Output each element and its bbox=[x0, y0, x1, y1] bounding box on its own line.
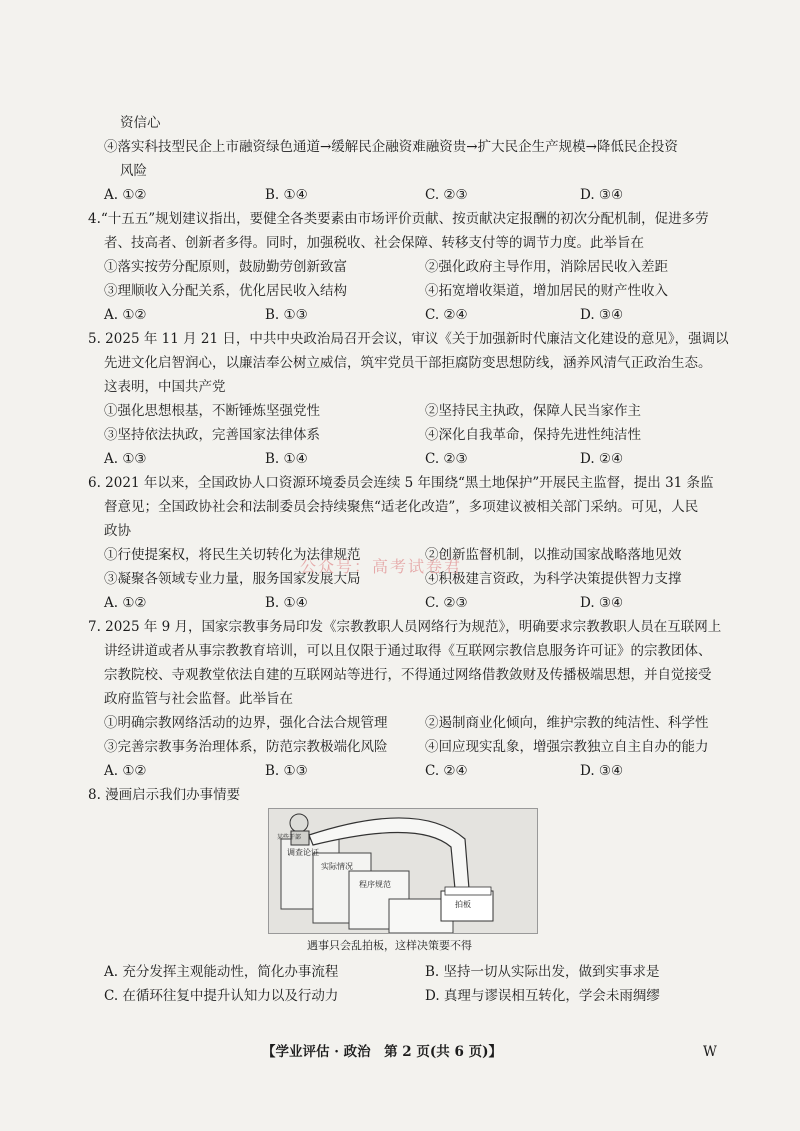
q7-option-4: ④回应现实乱象，增强宗教独立自主自办的能力 bbox=[425, 739, 709, 755]
q6-option-1: ①行使提案权，将民生关切转化为法律规范 bbox=[104, 547, 361, 563]
q7-choice-b: B. ①③ bbox=[265, 763, 308, 779]
q8-cartoon bbox=[268, 808, 538, 934]
q4-choice-b: B. ①③ bbox=[265, 307, 308, 323]
q5-choice-d: D. ②④ bbox=[580, 451, 624, 467]
q3-choice-b: B. ①④ bbox=[265, 187, 308, 203]
q6-choice-b: B. ①④ bbox=[265, 595, 308, 611]
q5-choice-c: C. ②③ bbox=[425, 451, 468, 467]
footer-code: W bbox=[703, 1044, 717, 1060]
q8-option-a: A. 充分发挥主观能动性，简化办事流程 bbox=[104, 964, 339, 980]
q5-option-2: ②坚持民主执政，保障人民当家作主 bbox=[425, 403, 641, 419]
q8-option-c: C. 在循环往复中提升认知力以及行动力 bbox=[104, 988, 339, 1004]
cartoon-label-research: 调查论证 bbox=[287, 848, 319, 857]
q7-choice-a: A. ①② bbox=[104, 763, 147, 779]
q4-choice-c: C. ②④ bbox=[425, 307, 468, 323]
q6-choice-d: D. ③④ bbox=[580, 595, 624, 611]
q4-option-4: ④拓宽增收渠道，增加居民的财产性收入 bbox=[425, 283, 668, 299]
cartoon-caption: 遇事只会乱拍板，这样决策要不得 bbox=[307, 939, 472, 952]
cartoon-illustration bbox=[269, 809, 537, 933]
q5-stem-1: 5. 2025 年 11 月 21 日，中共中央政治局召开会议，审议《关于加强新时代廉洁文化建设的意见》，强调以 bbox=[88, 331, 729, 347]
q7-choice-d: D. ③④ bbox=[580, 763, 624, 779]
q3-option-4-cont: 风险 bbox=[120, 163, 147, 179]
q5-option-1: ①强化思想根基，不断锤炼坚强党性 bbox=[104, 403, 320, 419]
q8-option-d: D. 真理与谬误相互转化，学会未雨绸缪 bbox=[425, 988, 660, 1004]
q5-stem-3: 这表明，中国共产党 bbox=[104, 379, 226, 395]
q8-stem: 8. 漫画启示我们办事情要 bbox=[88, 787, 241, 803]
q4-stem-1: 4.“十五五”规划建议指出，要健全各类要素由市场评价贡献、按贡献决定报酬的初次分配机制，促进多劳 bbox=[88, 211, 709, 227]
cartoon-label-procedure: 程序规范 bbox=[359, 880, 391, 889]
q6-choice-a: A. ①② bbox=[104, 595, 147, 611]
q7-stem-3: 宗教院校、寺观教堂依法自建的互联网站等进行，不得通过网络借教敛财及传播极端思想，并自觉接受 bbox=[104, 667, 712, 683]
q7-stem-4: 政府监管与社会监督。此举旨在 bbox=[104, 691, 293, 707]
q4-choice-d: D. ③④ bbox=[580, 307, 624, 323]
q7-stem-2: 讲经讲道或者从事宗教教育培训，可以且仅限于通过取得《互联网宗教信息服务许可证》的宗教团体、 bbox=[104, 643, 712, 659]
q5-option-4: ④深化自我革命，保持先进性纯洁性 bbox=[425, 427, 641, 443]
cartoon-label-cadre: 某些干部 bbox=[277, 834, 302, 841]
q7-choice-c: C. ②④ bbox=[425, 763, 468, 779]
page-footer: 【学业评估 · 政治 第 2 页(共 6 页)】 bbox=[262, 1044, 502, 1060]
q4-option-1: ①落实按劳分配原则，鼓励勤劳创新致富 bbox=[104, 259, 347, 275]
q4-option-3: ③理顺收入分配关系，优化居民收入结构 bbox=[104, 283, 347, 299]
q5-choice-a: A. ①③ bbox=[104, 451, 147, 467]
q4-choice-a: A. ①② bbox=[104, 307, 147, 323]
q6-option-2: ②创新监督机制，以推动国家战略落地见效 bbox=[425, 547, 682, 563]
q4-stem-2: 者、技高者、创新者多得。同时，加强税收、社会保障、转移支付等的调节力度。此举旨在 bbox=[104, 235, 644, 251]
q5-option-3: ③坚持依法执政，完善国家法律体系 bbox=[104, 427, 320, 443]
q8-option-b: B. 坚持一切从实际出发，做到实事求是 bbox=[425, 964, 660, 980]
q3-choice-a: A. ①② bbox=[104, 187, 147, 203]
q4-option-2: ②强化政府主导作用，消除居民收入差距 bbox=[425, 259, 668, 275]
q7-option-2: ②遏制商业化倾向，维护宗教的纯洁性、科学性 bbox=[425, 715, 709, 731]
cartoon-label-reality: 实际情况 bbox=[321, 862, 353, 871]
q6-option-4: ④积极建言资政，为科学决策提供智力支撑 bbox=[425, 571, 682, 587]
q6-stem-2: 督意见；全国政协社会和法制委员会持续聚焦“适老化改造”，多项建议被相关部门采纳。可见，人民 bbox=[104, 499, 699, 515]
q3-continuation: 资信心 bbox=[120, 115, 161, 131]
q3-choice-c: C. ②③ bbox=[425, 187, 468, 203]
q3-choice-d: D. ③④ bbox=[580, 187, 624, 203]
q6-choice-c: C. ②③ bbox=[425, 595, 468, 611]
q3-option-4: ④落实科技型民企上市融资绿色通道→缓解民企融资难融资贵→扩大民企生产规模→降低民企投资 bbox=[104, 139, 678, 155]
q5-choice-b: B. ①④ bbox=[265, 451, 308, 467]
q7-option-1: ①明确宗教网络活动的边界，强化合法合规管理 bbox=[104, 715, 388, 731]
q7-option-3: ③完善宗教事务治理体系，防范宗教极端化风险 bbox=[104, 739, 388, 755]
q6-option-3: ③凝聚各领域专业力量，服务国家发展大局 bbox=[104, 571, 361, 587]
cartoon-label-decide: 拍板 bbox=[455, 900, 471, 909]
watermark-text: 公众号：高考试卷君 bbox=[300, 557, 463, 576]
q7-stem-1: 7. 2025 年 9 月，国家宗教事务局印发《宗教教职人员网络行为规范》，明确要求宗教教职人员在互联网上 bbox=[88, 619, 722, 635]
q6-stem-1: 6. 2021 年以来，全国政协人口资源环境委员会连续 5 年围绕“黑土地保护”开展民主监督，提出 31 条监 bbox=[88, 475, 714, 491]
q6-stem-3: 政协 bbox=[104, 523, 131, 539]
q5-stem-2: 先进文化启智润心，以廉洁奉公树立威信，筑牢党员干部拒腐防变思想防线，涵养风清气正政治生态。 bbox=[104, 355, 712, 371]
